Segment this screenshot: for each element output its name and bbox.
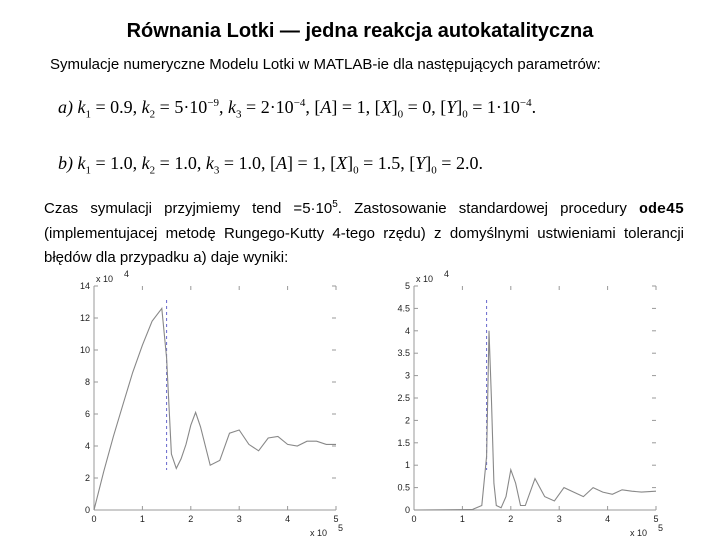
- para-code: ode45: [638, 201, 684, 218]
- y-scale-exponent: 4: [444, 270, 450, 279]
- x-scale-exponent: 5: [338, 523, 344, 533]
- x-tick-label: 0: [411, 514, 417, 524]
- y-tick-label: 2.5: [397, 393, 410, 403]
- x-tick-label: 2: [508, 514, 514, 524]
- eq-a-k2: 5·10: [174, 97, 208, 117]
- y-tick-label: 4.5: [397, 303, 410, 314]
- eq-b-X0: 1.5: [377, 153, 401, 173]
- para-part2: . Zastosowanie standardowej procedury: [337, 200, 639, 217]
- para-part3: (implementujacej metodę Rungego-Kutty 4-tego rzędu) z domyślnymi ustwieniami tolerancji błędów dla przypadku a) daje wyniki:: [44, 225, 684, 266]
- equation-a: a) $k_1 = 0.9$, $k_2 = 5\cdot 10^{-9}$, $k_3 = 2\cdot 10^{-4}$, [A] = 1, $[X]_0 = 0$, $[Y]_0 = 1\cdot 10^{-4}$.: [58, 97, 537, 121]
- y-tick-label: 3.5: [397, 348, 410, 359]
- series-line-0: [94, 308, 336, 510]
- eq-b-k2: 1.0: [174, 153, 197, 173]
- y-tick-label: 2: [404, 415, 410, 426]
- y-tick-label: 0: [404, 505, 410, 515]
- x-scale-label: x 10: [310, 528, 328, 538]
- eq-b-k3: 1.0: [238, 153, 261, 173]
- x-tick-label: 1: [459, 514, 465, 524]
- y-tick-label: 12: [79, 313, 90, 323]
- eq-b-Y0: 2.0: [455, 153, 479, 173]
- x-tick-label: 3: [556, 514, 562, 524]
- eq-a-A: 1: [356, 97, 366, 117]
- equation-a-label: a): [58, 97, 73, 117]
- x-tick-label: 1: [139, 514, 145, 524]
- eq-a-k2-exp: −9: [207, 97, 220, 109]
- y-tick-label: 0: [84, 505, 90, 515]
- y-tick-label: 4: [84, 441, 90, 451]
- x-tick-label: 4: [285, 514, 291, 524]
- x-tick-label: 4: [605, 514, 611, 524]
- series-line-0: [414, 331, 656, 510]
- x-tick-label: 2: [188, 514, 194, 524]
- eq-a-Y0-exp: −4: [519, 97, 532, 109]
- eq-b-A: 1: [312, 153, 322, 173]
- x-tick-label: 3: [236, 514, 242, 524]
- eq-a-X0: 0: [422, 97, 432, 117]
- eq-a-Y0: 1·10: [486, 97, 520, 117]
- x-tick-label: 0: [91, 514, 97, 524]
- y-tick-label: 0.5: [397, 482, 410, 493]
- y-tick-label: 10: [79, 345, 90, 355]
- x-tick-label: 5: [333, 514, 339, 524]
- slide-subtitle: Symulacje numeryczne Modelu Lotki w MATLAB-ie dla następujących parametrów:: [50, 56, 601, 73]
- x-tick-label: 5: [653, 514, 659, 524]
- slide-title: Równania Lotki — jedna reakcja autokatalityczna: [126, 20, 594, 42]
- para-part1: Czas symulacji przyjmiemy tend =5·10: [44, 200, 333, 217]
- eq-a-k3: 2·10: [260, 97, 294, 117]
- plot-y-concentration: [380, 270, 670, 538]
- y-tick-label: 8: [84, 377, 90, 387]
- y-scale-label: x 10: [96, 274, 114, 284]
- y-tick-label: 2: [84, 473, 90, 483]
- equation-b-label: b): [58, 153, 73, 173]
- plot-x-concentration: [70, 270, 350, 538]
- y-tick-label: 6: [84, 409, 90, 419]
- eq-a-k3-exp: −4: [293, 97, 306, 109]
- para-part1-exp: 5: [332, 199, 338, 210]
- y-tick-label: 14: [79, 281, 90, 291]
- y-tick-label: 1.5: [397, 437, 410, 448]
- eq-a-k1: 0.9: [110, 97, 133, 117]
- y-tick-label: 3: [404, 370, 410, 381]
- y-tick-label: 1: [404, 460, 410, 471]
- x-scale-exponent: 5: [658, 523, 664, 533]
- x-scale-label: x 10: [630, 528, 648, 538]
- y-tick-label: 4: [404, 325, 410, 336]
- equation-b: b) $k_1 = 1.0$, $k_2 = 1.0$, $k_3 = 1.0$, [A] = 1, $[X]_0 = 1.5$, $[Y]_0 = 2.0$.: [58, 153, 483, 177]
- simulation-paragraph: [44, 193, 684, 270]
- eq-b-k1: 1.0: [110, 153, 133, 173]
- y-scale-label: x 10: [416, 274, 434, 284]
- y-tick-label: 5: [404, 281, 410, 291]
- y-scale-exponent: 4: [124, 270, 130, 279]
